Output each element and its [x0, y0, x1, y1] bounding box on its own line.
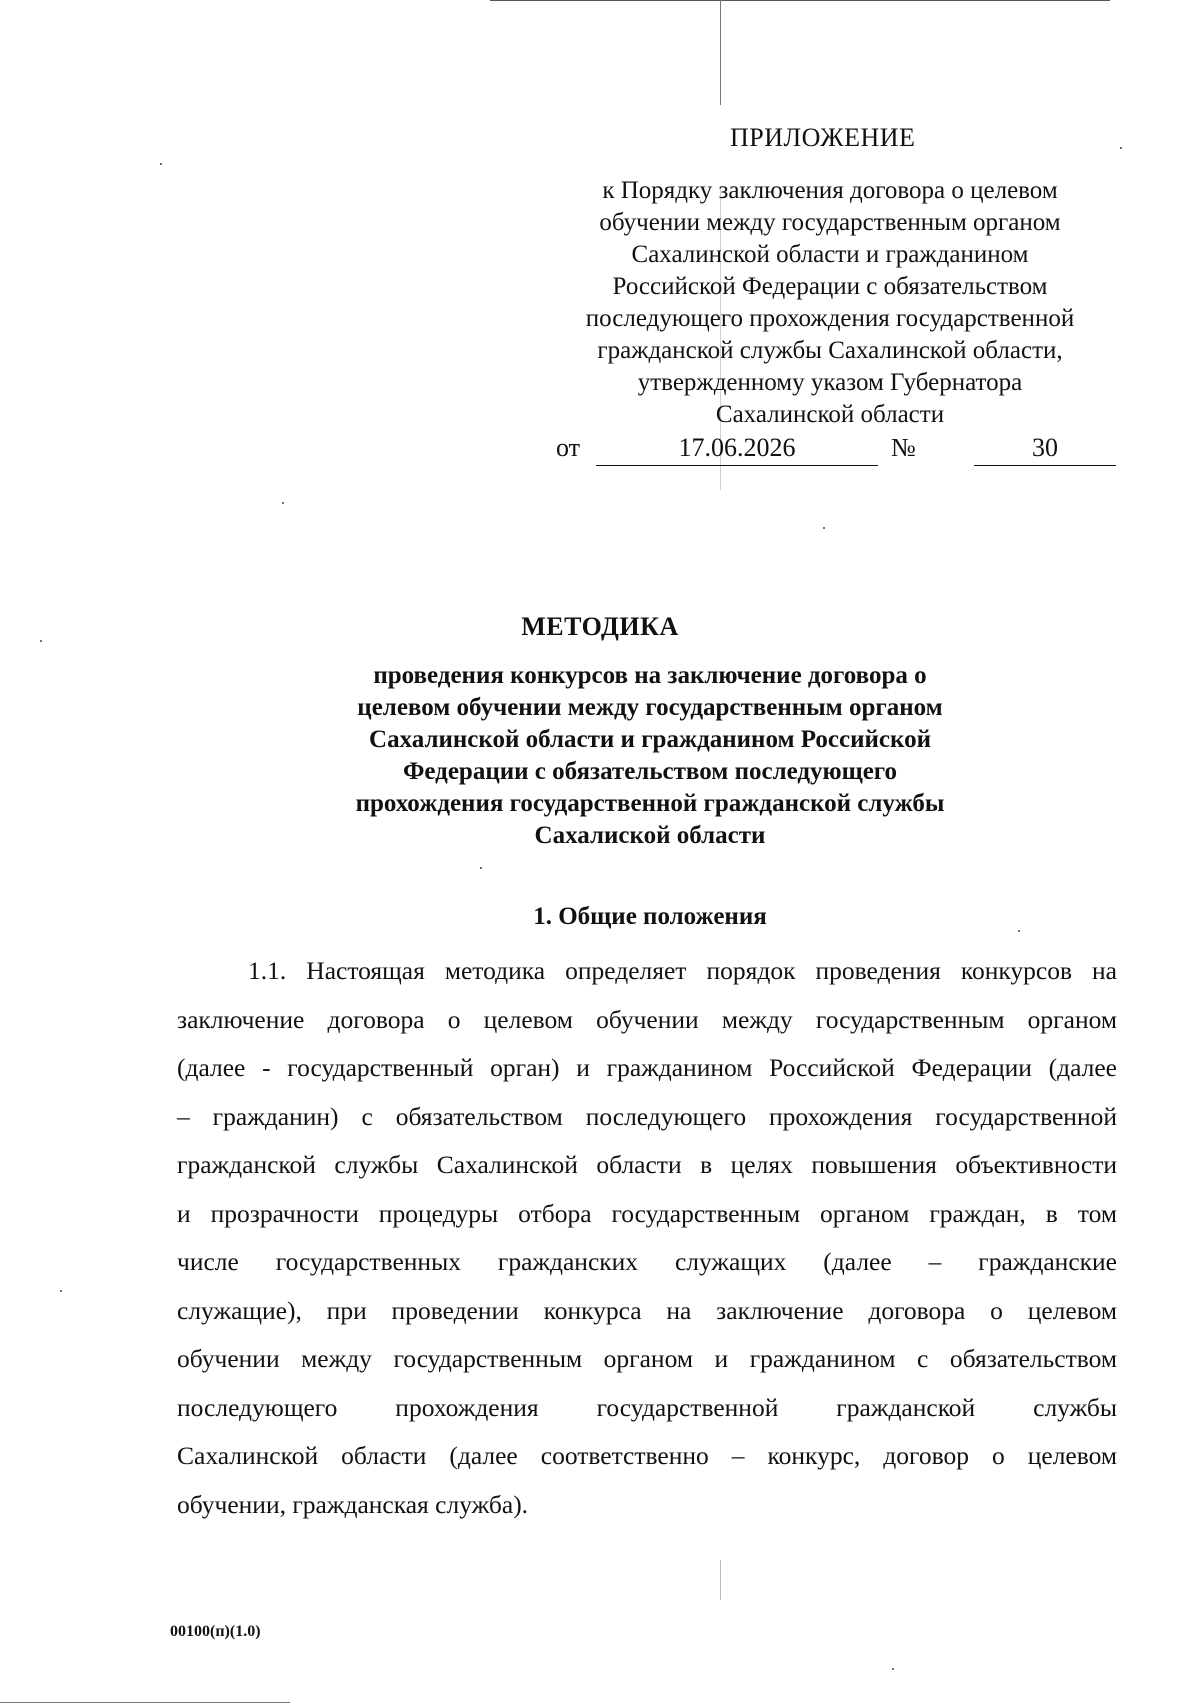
number-label: №	[891, 433, 916, 462]
scan-edge-line-top	[490, 0, 1110, 1]
paragraph-line: 1.1. Настоящая методика определяет порядок проведения конкурсов на	[248, 956, 1117, 985]
approval-number: 30	[974, 433, 1116, 466]
scan-speck	[160, 163, 162, 165]
fold-line-upper	[720, 0, 721, 105]
approval-date-line	[556, 433, 1116, 469]
appendix-subtitle-line: гражданской службы Сахалинской области,	[597, 337, 1063, 364]
appendix-title: ПРИЛОЖЕНИЕ	[730, 123, 916, 152]
form-code: 00100(п)(1.0)	[170, 1623, 261, 1640]
approval-date: 17.06.2026	[596, 433, 878, 466]
document-subheading	[250, 660, 1050, 852]
date-prefix: от	[556, 433, 581, 462]
appendix-subtitle-line: Сахалинской области	[715, 401, 945, 428]
appendix-subtitle-line: Российской Федерации с обязательством	[612, 273, 1048, 300]
paragraph-line: обучении между государственным органом и гражданином с обязательством	[177, 1344, 1117, 1373]
paragraph-line: числе государственных гражданских служащих (далее – гражданские	[177, 1247, 1117, 1276]
document-subheading-line: прохождения государственной гражданской службы	[355, 790, 945, 817]
document-subheading-line: проведения конкурсов на заключение договора о	[373, 662, 927, 689]
paragraph-line: Сахалинской области (далее соответственно – конкурс, договор о целевом	[177, 1441, 1117, 1470]
section-title: 1. Общие положения	[533, 903, 767, 930]
document-subheading-line: Федерации с обязательством последующего	[402, 758, 898, 785]
document-subheading-line: Сахалиской области	[534, 822, 766, 849]
paragraph-line: (далее - государственный орган) и гражданином Российской Федерации (далее	[177, 1053, 1117, 1082]
paragraph-line: обучении, гражданская служба).	[177, 1489, 529, 1519]
appendix-subtitle-line: к Порядку заключения договора о целевом	[602, 177, 1058, 204]
paragraph-line: последующего прохождения государственной гражданской службы	[177, 1392, 1117, 1422]
paragraph-line: служащие), при проведении конкурса на заключение договора о целевом	[177, 1295, 1117, 1325]
scan-speck	[282, 502, 284, 504]
appendix-subtitle-line: утвержденному указом Губернатора	[637, 369, 1023, 396]
appendix-subtitle-line: последующего прохождения государственной	[585, 305, 1075, 332]
appendix-subtitle-line: Сахалинской области и гражданином	[631, 241, 1029, 268]
scan-speck	[1120, 147, 1122, 149]
scan-edge-line-bottom	[0, 1702, 290, 1703]
document-heading: МЕТОДИКА	[521, 612, 679, 641]
appendix-subtitle	[540, 175, 1120, 431]
scan-speck	[823, 527, 825, 529]
scan-speck	[60, 1290, 62, 1292]
fold-line-lower	[720, 1560, 721, 1600]
scan-speck	[480, 867, 482, 869]
document-subheading-line: Сахалинской области и гражданином Российской	[369, 726, 931, 753]
document-subheading-line: целевом обучении между государственным органом	[357, 694, 943, 721]
scan-speck	[892, 1668, 894, 1670]
paragraph-line: и прозрачности процедуры отбора государственным органом граждан, в том	[177, 1198, 1117, 1228]
paragraph-line: гражданской службы Сахалинской области в целях повышения объективности	[177, 1150, 1117, 1179]
appendix-subtitle-line: обучении между государственным органом	[599, 209, 1061, 236]
paragraph-line: – гражданин) с обязательством последующего прохождения государственной	[177, 1101, 1117, 1131]
paragraph-line: заключение договора о целевом обучении между государственным органом	[177, 1004, 1117, 1034]
paragraph-1-1	[177, 947, 1117, 1529]
